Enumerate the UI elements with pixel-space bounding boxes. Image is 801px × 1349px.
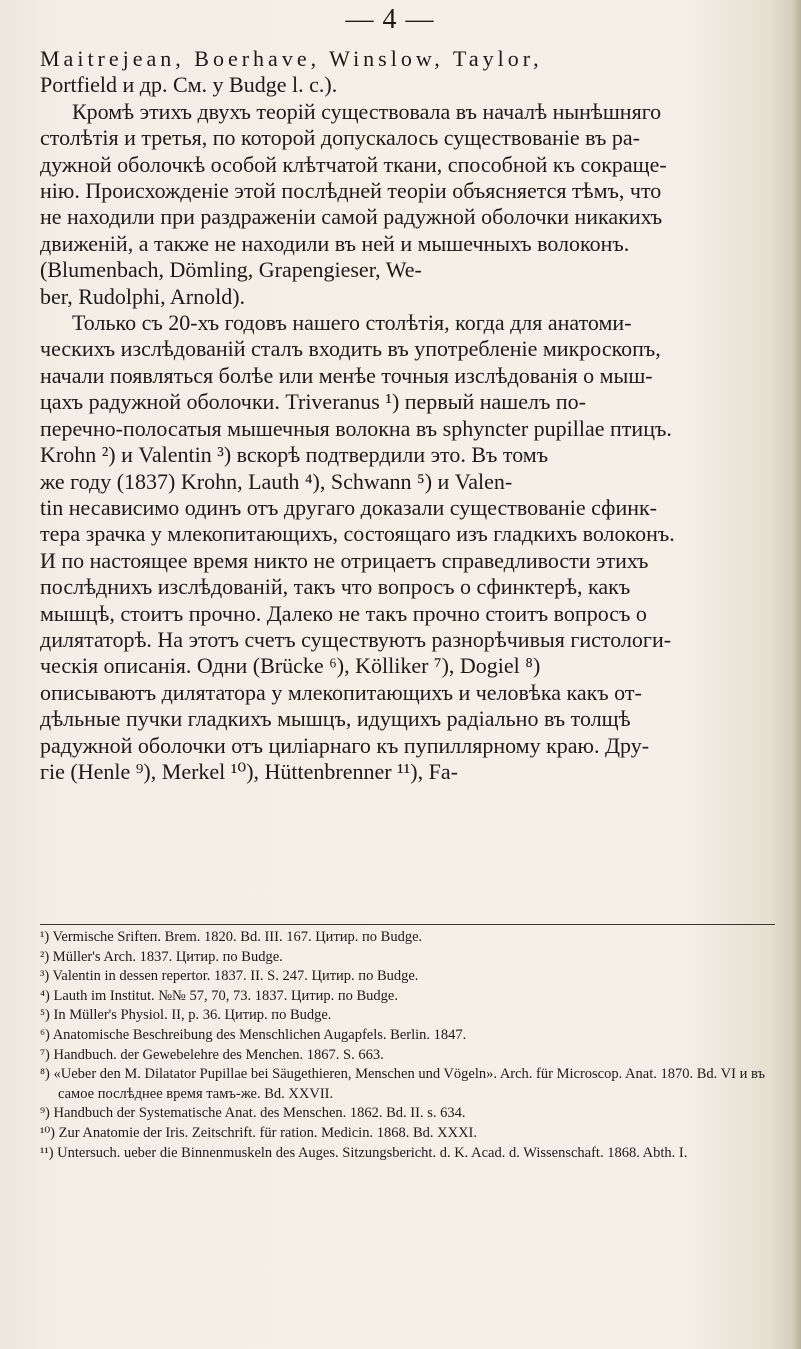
- text-line: Только съ 20-хъ годовъ нашего столѣтія, когда для анатоми-: [72, 310, 632, 336]
- text-line: ческія описанія. Одни (Brücke ⁶), Kölliker ⁷), Dogiel ⁸): [40, 653, 541, 679]
- text-line: тера зрачка у млекопитающихъ, состоящаго изъ гладкихъ волоконъ.: [40, 521, 675, 547]
- text-line: радужной оболочки отъ циліарнаго къ пупиллярному краю. Дру-: [40, 732, 650, 758]
- footnote: ⁶) Anatomische Beschreibung des Menschlichen Augapfels. Berlin. 1847.: [40, 1026, 467, 1043]
- text-line: же году (1837) Krohn, Lauth ⁴), Schwann ⁵) и Valen-: [40, 468, 513, 494]
- text-line: не находили при раздраженіи самой радужной оболочки никакихъ: [40, 204, 663, 230]
- text-line: tin несависимо одинъ отъ другаго доказали существованіе сфинк-: [40, 494, 657, 520]
- page-edge: [791, 0, 801, 1349]
- footnote-divider: [40, 924, 775, 925]
- text-line: движеній, а также не находили въ ней и мышечныхъ волоконъ.: [40, 230, 630, 256]
- text-line: Кромѣ этихъ двухъ теорій существовала въ началѣ нынѣшняго: [72, 98, 662, 124]
- footnote: ⁸) «Ueber den M. Dilatator Pupillae bei Säugethieren, Menschen und Vögeln». Arch. für Microscop. Anat. 1870. Bd. VI и въ самое послѣднее время тамъ-же. Bd. XXVII.: [40, 1066, 765, 1102]
- text-line: Maitrejean, Boerhave, Winslow, Taylor,: [40, 46, 543, 71]
- text-line: И по настоящее время никто не отрицаетъ справедливости этихъ: [40, 547, 649, 573]
- footnote: ¹⁰) Zur Anatomie der Iris. Zeitschrift. für ration. Medicin. 1868. Bd. XXXI.: [40, 1124, 478, 1141]
- text-line: перечно-полосатыя мышечныя волокна въ sphyncter pupillae птицъ.: [40, 415, 672, 441]
- text-line: цахъ радужной оболочки. Triveranus ¹) первый нашелъ по-: [40, 389, 586, 415]
- footnote: ¹) Vermische Srifteп. Brem. 1820. Bd. III. 167. Цитир. по Budge.: [40, 929, 423, 945]
- footnote: ⁴) Lauth im Institut. №№ 57, 70, 73. 1837. Цитир. по Budge.: [40, 987, 398, 1004]
- text-line: столѣтія и третья, по которой допускалось существованіе въ ра-: [40, 125, 640, 151]
- text-line: начали появляться болѣе или менѣе точныя изслѣдованія о мыш-: [40, 362, 653, 388]
- text-line: дужной оболочкѣ особой клѣтчатой ткани, способной къ сокраще-: [40, 151, 667, 177]
- text-line: ber, Rudolphi, Arnold).: [40, 283, 246, 309]
- text-line: мышцѣ, стоитъ прочно. Далеко не такъ прочно стоитъ вопросъ о: [40, 600, 647, 626]
- footnote: ⁹) Handbuch der Systematische Anat. des Menschen. 1862. Bd. II. s. 634.: [40, 1105, 466, 1122]
- text-line: ческихъ изслѣдованій сталъ входить въ употребленіе микроскопъ,: [40, 336, 661, 362]
- page-number: — 4 —: [345, 4, 435, 35]
- text-line: нію. Происхожденіе этой послѣдней теоріи объясняется тѣмъ, что: [40, 178, 662, 204]
- text-line: Krohn ²) и Valentin ³) вскорѣ подтвердили это. Въ томъ: [40, 442, 549, 468]
- footnotes: [40, 928, 775, 1163]
- text-line: дѣльные пучки гладкихъ мышцъ, идущихъ радіально въ толщѣ: [40, 706, 631, 732]
- text-line: описываютъ дилятатора у млекопитающихъ и человѣка какъ от-: [40, 679, 642, 705]
- footnote: ⁷) Handbuch. der Gewebelehre des Menchen. 1867. S. 663.: [40, 1046, 384, 1063]
- footnote: ¹¹) Untersuch. ueber die Binnenmuskeln des Auges. Sitzungsbericht. d. K. Acad. d. Wissenschaft. 1868. Abth. I.: [40, 1144, 688, 1161]
- text-line: гіе (Henle ⁹), Merkel ¹⁰), Hüttenbrenner ¹¹), Fa-: [40, 758, 458, 784]
- main-text: [40, 46, 775, 785]
- footnote: ³) Valentin in dessen repertor. 1837. II. S. 247. Цитир. по Budge.: [40, 968, 419, 985]
- text-line: дилятаторѣ. На этотъ счетъ существуютъ разнорѣчивыя гистологи-: [40, 626, 672, 652]
- footnote: ⁵) In Müller's Physiol. II, p. 36. Цитир. по Budge.: [40, 1007, 332, 1024]
- text-line: послѣднихъ изслѣдованій, такъ что вопросъ о сфинктерѣ, какъ: [40, 574, 631, 600]
- text-line: Portfield и др. См. у Budge l. c.).: [40, 72, 338, 98]
- text-line: (Blumenbach, Dömling, Grapengieser, We-: [40, 257, 422, 283]
- footnote: ²) Müller's Arch. 1837. Цитир. по Budge.: [40, 948, 283, 965]
